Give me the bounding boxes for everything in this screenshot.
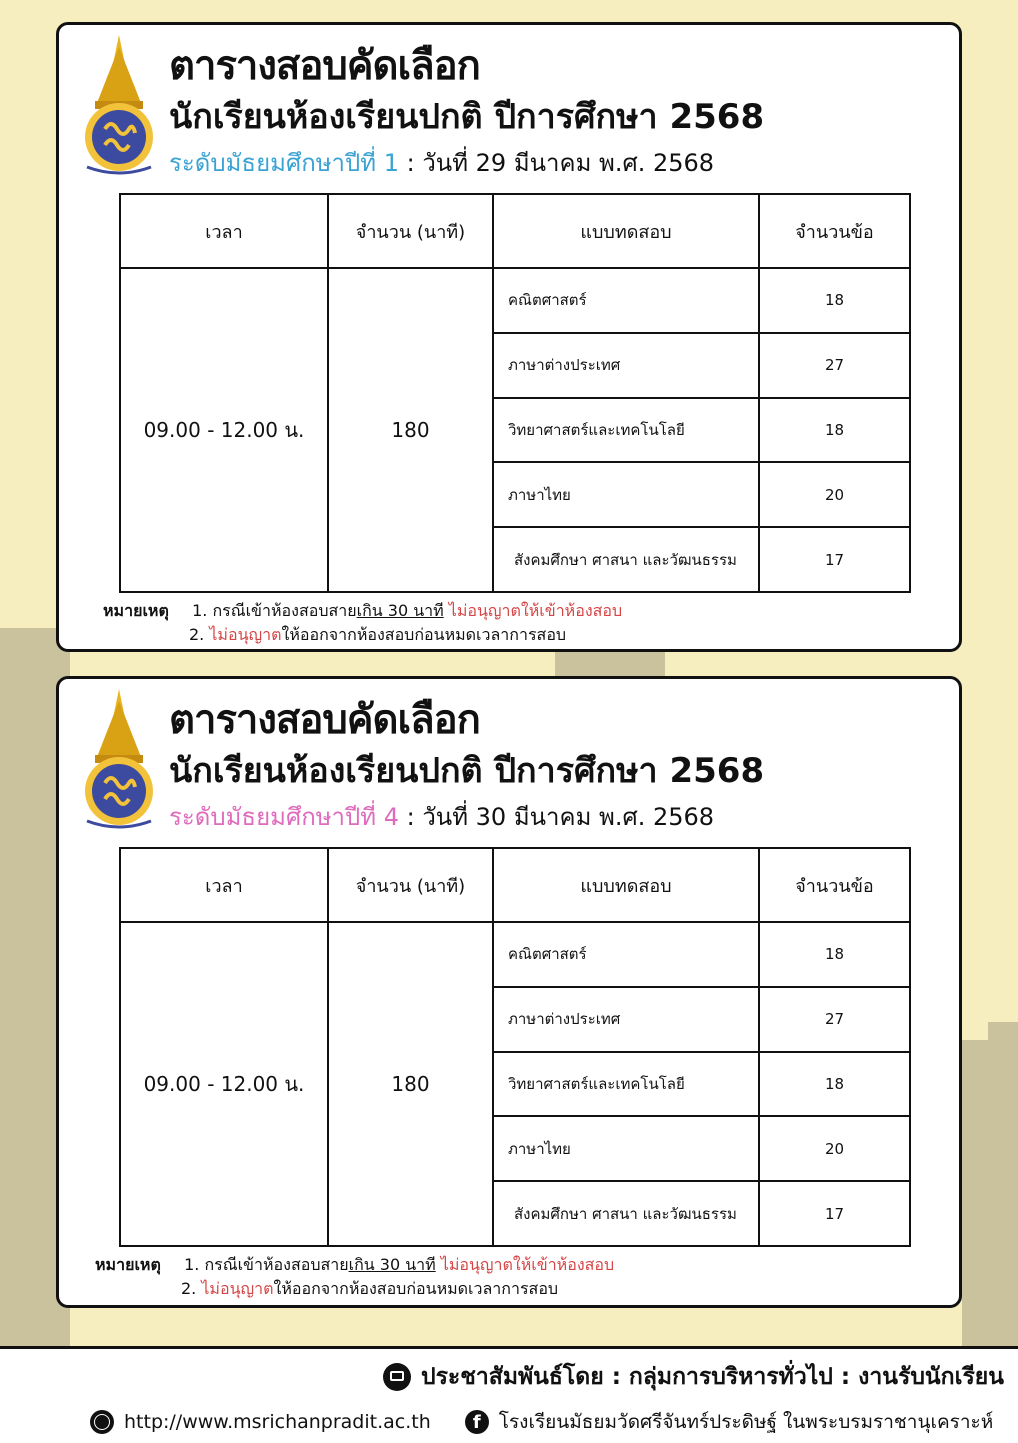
note-text: กรณีเข้าห้องสอบสาย [204, 1255, 349, 1274]
note-2 [103, 623, 622, 647]
note-number: 1. [184, 1255, 200, 1274]
subject-name: วิทยาศาสตร์และเทคโนโลยี [493, 1052, 759, 1117]
header-time: เวลา [120, 848, 328, 922]
header-count: จำนวนข้อ [759, 848, 910, 922]
header-test: แบบทดสอบ [493, 848, 759, 922]
note-text: ให้ออกจากห้องสอบก่อนหมดเวลาการสอบ [273, 1279, 559, 1298]
notes [95, 1253, 614, 1301]
notes-label: หมายเหตุ [95, 1255, 161, 1274]
exam-date: : วันที่ 30 มีนาคม พ.ศ. 2568 [406, 803, 715, 831]
background-building-right-top [988, 1022, 1018, 1042]
question-count: 17 [759, 527, 910, 592]
table-row [120, 922, 910, 987]
question-count: 18 [759, 268, 910, 333]
card-title: ตารางสอบคัดเลือก [169, 43, 480, 89]
facebook-icon: f [465, 1410, 489, 1434]
card-title: ตารางสอบคัดเลือก [169, 697, 480, 743]
subject-name: สังคมศึกษา ศาสนา และวัฒนธรรม [493, 527, 759, 592]
exam-time: 09.00 - 12.00 น. [120, 922, 328, 1246]
note-1 [95, 1253, 614, 1277]
background-building-mid [555, 648, 665, 678]
globe-icon [90, 1410, 114, 1434]
note-number: 1. [192, 601, 208, 620]
footer-links [90, 1407, 993, 1437]
question-count: 27 [759, 987, 910, 1052]
exam-card-m1 [56, 22, 962, 652]
note-number: 2. [189, 625, 205, 644]
exam-card-m4 [56, 676, 962, 1308]
header-time: เวลา [120, 194, 328, 268]
website-link[interactable]: http://www.msrichanpradit.ac.th [124, 1411, 431, 1433]
school-logo [77, 33, 161, 175]
footer [0, 1346, 1018, 1443]
notes [103, 599, 622, 647]
note-text-underlined: เกิน 30 นาที [348, 1255, 436, 1274]
note-text: กรณีเข้าห้องสอบสาย [212, 601, 357, 620]
table-header-row [120, 194, 910, 268]
card-subtitle: นักเรียนห้องเรียนปกติ ปีการศึกษา 2568 [169, 751, 765, 791]
header-count: จำนวนข้อ [759, 194, 910, 268]
note-number: 2. [181, 1279, 197, 1298]
monitor-icon [383, 1363, 411, 1391]
pr-credit [383, 1359, 1004, 1395]
note-text-warning: ไม่อนุญาตให้เข้าห้องสอบ [440, 1255, 615, 1274]
question-count: 18 [759, 1052, 910, 1117]
card-subtitle: นักเรียนห้องเรียนปกติ ปีการศึกษา 2568 [169, 97, 765, 137]
subject-name: สังคมศึกษา ศาสนา และวัฒนธรรม [493, 1181, 759, 1246]
grade-level: ระดับมัธยมศึกษาปีที่ 1 [169, 149, 399, 177]
exam-date-line [169, 797, 714, 836]
school-logo [77, 687, 161, 829]
note-text: ให้ออกจากห้องสอบก่อนหมดเวลาการสอบ [281, 625, 567, 644]
note-text-warning: ไม่อนุญาต [209, 625, 282, 644]
header-minutes: จำนวน (นาที) [328, 194, 493, 268]
subject-name: ภาษาต่างประเทศ [493, 333, 759, 398]
facebook-page-link[interactable]: โรงเรียนมัธยมวัดศรีจันทร์ประดิษฐ์ ในพระบรมราชานุเคราะห์ [498, 1411, 994, 1433]
pr-text: ประชาสัมพันธ์โดย : กลุ่มการบริหารทั่วไป : งานรับนักเรียน [420, 1364, 1004, 1390]
subject-name: คณิตศาสตร์ [493, 268, 759, 333]
subject-name: คณิตศาสตร์ [493, 922, 759, 987]
header-test: แบบทดสอบ [493, 194, 759, 268]
table-row [120, 268, 910, 333]
note-text-underlined: เกิน 30 นาที [356, 601, 444, 620]
subject-name: ภาษาไทย [493, 1116, 759, 1181]
note-1 [103, 599, 622, 623]
note-2 [95, 1277, 614, 1301]
exam-minutes: 180 [328, 268, 493, 592]
subject-name: วิทยาศาสตร์และเทคโนโลยี [493, 398, 759, 463]
question-count: 20 [759, 462, 910, 527]
notes-label: หมายเหตุ [103, 601, 169, 620]
exam-time: 09.00 - 12.00 น. [120, 268, 328, 592]
exam-date-line [169, 143, 714, 182]
exam-schedule-table [119, 847, 911, 1247]
grade-level: ระดับมัธยมศึกษาปีที่ 4 [169, 803, 399, 831]
note-text-warning: ไม่อนุญาต [201, 1279, 274, 1298]
question-count: 18 [759, 398, 910, 463]
question-count: 17 [759, 1181, 910, 1246]
header-minutes: จำนวน (นาที) [328, 848, 493, 922]
table-header-row [120, 848, 910, 922]
subject-name: ภาษาไทย [493, 462, 759, 527]
note-text-warning: ไม่อนุญาตให้เข้าห้องสอบ [448, 601, 623, 620]
question-count: 20 [759, 1116, 910, 1181]
exam-minutes: 180 [328, 922, 493, 1246]
subject-name: ภาษาต่างประเทศ [493, 987, 759, 1052]
question-count: 27 [759, 333, 910, 398]
exam-schedule-table [119, 193, 911, 593]
question-count: 18 [759, 922, 910, 987]
exam-date: : วันที่ 29 มีนาคม พ.ศ. 2568 [406, 149, 715, 177]
background-building-right [962, 1040, 1018, 1350]
